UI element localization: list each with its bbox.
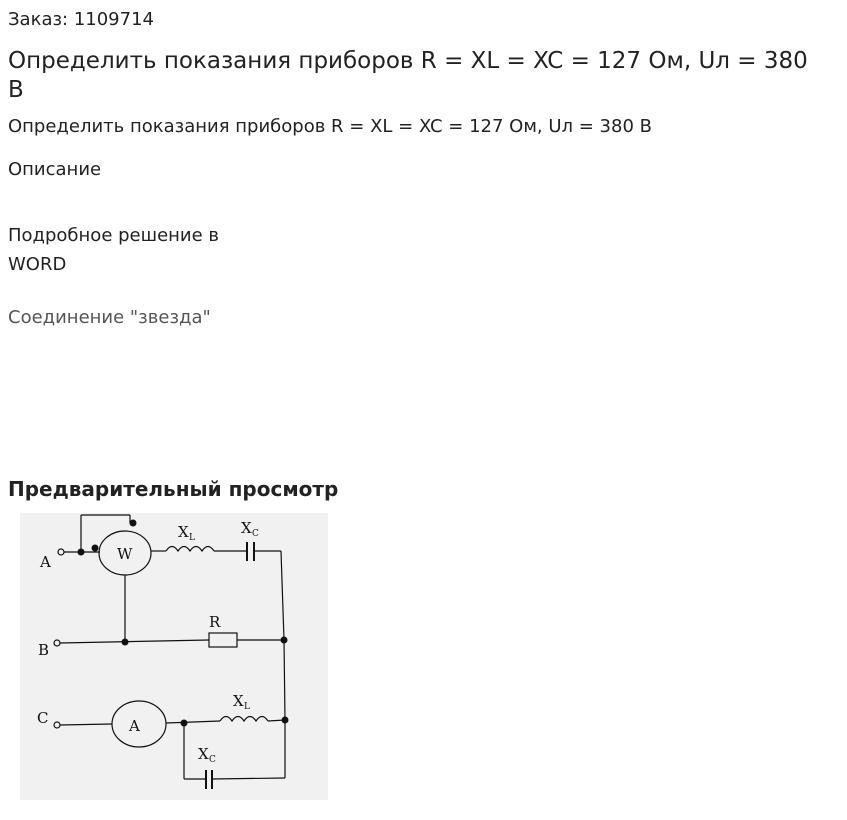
resistor-r: [209, 633, 237, 647]
label-xc-bottom-sub: C: [209, 755, 216, 765]
order-number: Заказ: 1109714: [8, 9, 154, 30]
terminal-b: [54, 640, 60, 646]
label-xl-bottom: X: [233, 692, 244, 710]
label-xl-top: X: [178, 523, 189, 541]
page-title: Определить показания приборов R = XL = XC = 127 Ом, Uл = 380 В: [8, 48, 808, 103]
label-r: R: [209, 613, 221, 631]
label-xc-top-sub: C: [252, 529, 259, 539]
page-subtitle: Определить показания приборов R = XL = XC = 127 Ом, Uл = 380 В: [8, 116, 652, 137]
label-xc-top: X: [241, 519, 252, 537]
circuit-preview-image: [20, 513, 328, 800]
label-wattmeter: W: [117, 545, 133, 563]
label-xl-bottom-sub: L: [244, 702, 250, 712]
label-xl-top-sub: L: [189, 533, 195, 543]
connection-type: Соединение "звезда": [8, 307, 211, 328]
label-phase-a: A: [40, 553, 51, 571]
inductor-xl-top: [166, 547, 214, 552]
terminal-c: [54, 722, 60, 728]
preview-heading: Предварительный просмотр: [8, 477, 339, 501]
description-heading: Описание: [8, 159, 102, 180]
label-ammeter: A: [129, 717, 140, 735]
terminal-a: [58, 549, 64, 555]
description-body: Подробное решение в WORD: [8, 225, 220, 275]
label-phase-c: C: [37, 709, 49, 727]
label-phase-b: B: [38, 641, 50, 659]
circuit-diagram: [20, 513, 328, 800]
label-xc-bottom: X: [198, 745, 209, 763]
inductor-xl-bottom: [220, 717, 268, 722]
